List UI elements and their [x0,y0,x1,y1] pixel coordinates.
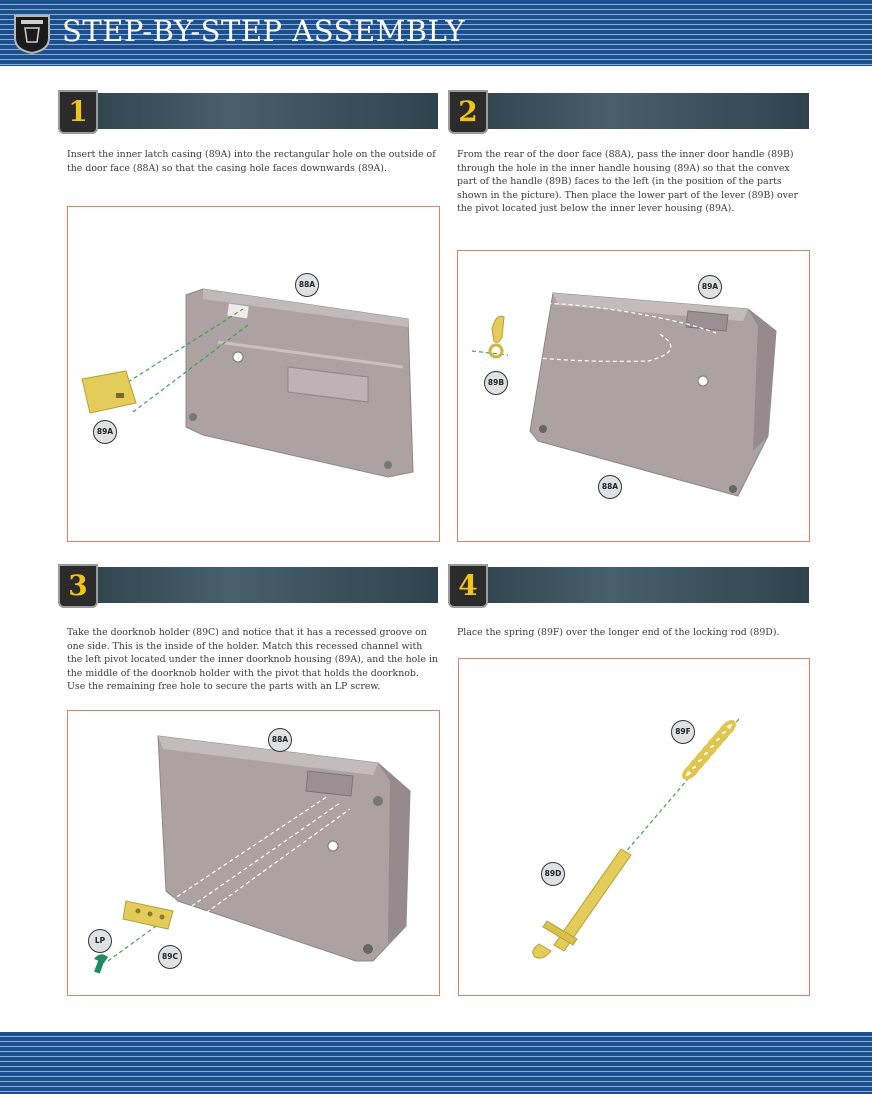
step-3-illustration [67,710,440,996]
step-2-number: 2 [448,90,488,134]
step-4-number: 4 [448,564,488,608]
part-label-89a: 89A [93,420,117,444]
footer-band [0,1032,872,1094]
step-4-bar [448,567,809,603]
step-1-number: 1 [58,90,98,134]
step-3-bar [58,567,438,603]
page-title: STEP-BY-STEP ASSEMBLY [62,14,466,48]
shield-emblem-icon [13,14,51,54]
step-3-instruction: Take the doorknob holder (89C) and notice that it has a recessed groove on one side. This is the inside of the holder. Match this recessed channel with the left pivot located under the inner doorknob housing (89A), and the hole in the middle of the doorknob holder with the pivot that holds the doorknob. Use the remaining free hole to secure the parts with an LP screw. [67,627,438,692]
door-face-88a-drawing [68,207,439,541]
door-rear-88a-drawing [458,251,809,541]
step-1-instruction: Insert the inner latch casing (89A) into the rectangular hole on the outside of the door face (88A) so that the casing hole faces downwards (89A). [67,149,436,174]
part-label-89c: 89C [158,945,182,969]
step-4-illustration [458,658,810,996]
step-2-illustration [457,250,810,542]
step-4-instruction: Place the spring (89F) over the longer end of the locking rod (89D). [457,627,780,638]
step-2-instruction: From the rear of the door face (88A), pass the inner door handle (89B) through the hole in the inner handle housing (89A) so that the convex part of the handle (89B) faces to the left (in the position of the parts shown in the picture). Then place the lower part of the lever (89B) over the pivot located just below the inner lever housing (89A). [457,149,799,214]
part-label-89d: 89D [541,862,565,886]
part-label-lp: LP [88,929,112,953]
spring-and-rod-drawing [459,659,809,995]
step-2-bar [448,93,809,129]
step-1-illustration [67,206,440,542]
part-label-88a: 88A [268,728,292,752]
part-label-89a: 89A [698,275,722,299]
door-holder-assembly-drawing [68,711,439,995]
step-1-bar [58,93,438,129]
part-label-88a: 88A [295,273,319,297]
part-label-89b: 89B [484,371,508,395]
part-label-88a: 88A [598,475,622,499]
step-3-number: 3 [58,564,98,608]
part-label-89f: 89F [671,720,695,744]
